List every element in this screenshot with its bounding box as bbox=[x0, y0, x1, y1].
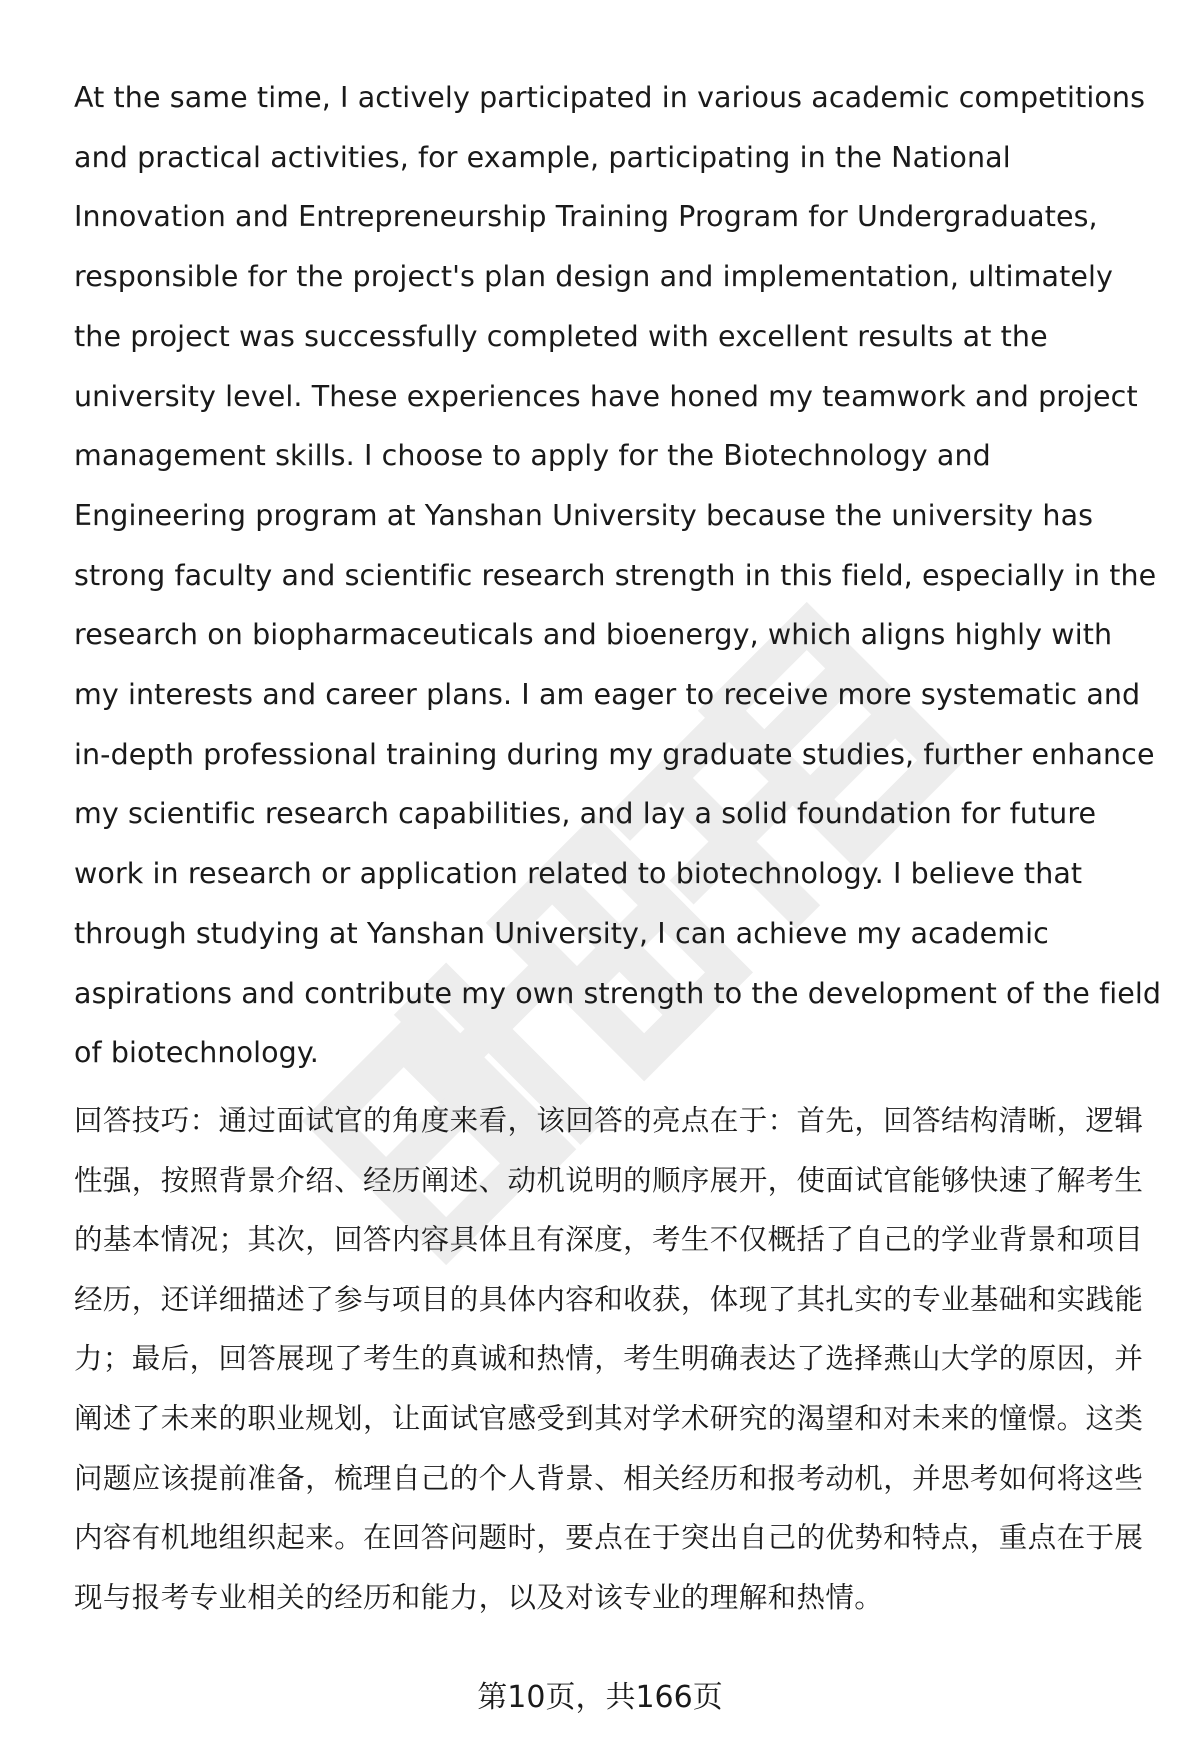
page-number: 第10页，共166页 bbox=[477, 1680, 723, 1715]
tips-text: 通过面试官的角度来看，该回答的亮点在于：首先，回答结构清晰，逻辑性强，按照背景介绍、经历阐述、动机说明的顺序展开，使面试官能够快速了解考生的基本情况；其次，回答内容具体且有深度，考生不仅概括了自己的学业背景和项目经历，还详细描述了参与项目的具体内容和收获，体现了其扎实的专业基础和实践能力；最后，回答展现了考生的真诚和热情，考生明确表达了选择燕山大学的原因，并阐述了未来的职业规划，让面试官感受到其对学术研究的渴望和对未来的憧憬。这类问题应该提前准备，梳理自己的个人背景、相关经历和报考动机，并思考如何将这些内容有机地组织起来。在回答问题时，要点在于突出自己的优势和特点，重点在于展现与报考专业相关的经历和能力，以及对该专业的理解和热情。 bbox=[74, 1104, 1144, 1614]
tips-label: 回答技巧： bbox=[74, 1104, 219, 1137]
answer-paragraph: At the same time, I actively participated in various academic competitions and practical activities, for example, participating in the National Innovation and Entrepreneurship Training Program for Undergraduates, responsible for the project's plan design and implementation, ultimately the project was successfully completed with excellent results at the university level. These experiences have honed my teamwork and project management skills. I choose to apply for the Biotechnology and Engineering program at Yanshan University because the university has strong faculty and scientific research strength in this field, especially in the research on biopharmaceuticals and bioenergy, which aligns highly with my interests and career plans. I am eager to receive more systematic and in-depth professional training during my graduate studies, further enhance my scientific research capabilities, and lay a solid foundation for future work in research or application related to biotechnology. I believe that through studying at Yanshan University, I can achieve my academic aspirations and contribute my own strength to the development of the field of biotechnology. bbox=[74, 81, 1162, 1070]
answer-tips bbox=[74, 1091, 1164, 1627]
